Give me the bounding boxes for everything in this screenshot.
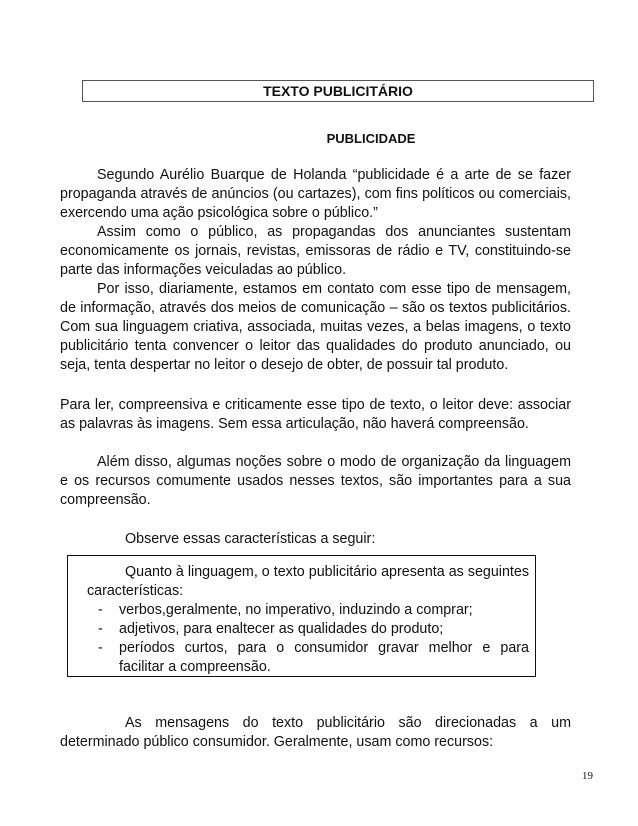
list-item: - verbos,geralmente, no imperativo, induzindo a comprar; bbox=[98, 601, 529, 620]
characteristics-list bbox=[87, 601, 529, 677]
paragraph-definition: Segundo Aurélio Buarque de Holanda “publicidade é a arte de se fazer propaganda através de anúncios (ou cartazes), com fins políticos ou comerciais, exercendo uma ação psicológica sobre o público.” bbox=[60, 167, 571, 221]
characteristics-intro: Quanto à linguagem, o texto publicitário apresenta as seguintes características: bbox=[87, 564, 529, 599]
paragraph-economy: Assim como o público, as propagandas dos anunciantes sustentam economicamente os jornais, revistas, emissoras de rádio e TV, constituindo-se parte das informações veiculadas ao público. bbox=[60, 224, 571, 278]
paragraph-audience: As mensagens do texto publicitário são direcionadas a um determinado público consumidor. Geralmente, usam como recursos: bbox=[60, 715, 571, 750]
paragraph-reading: Para ler, compreensiva e criticamente esse tipo de texto, o leitor deve: associar as palavras às imagens. Sem essa articulação, não haverá compreensão. bbox=[60, 397, 571, 432]
paragraph-advertising-texts: Por isso, diariamente, estamos em contato com esse tipo de mensagem, de informação, através dos meios de comunicação – são os textos publicitários. Com sua linguagem criativa, associada, muitas vezes, a belas imagens, o texto publicitário tenta convencer o leitor das qualidades do produto anunciado, ou seja, tenta despertar no leitor o desejo de obter, de possuir tal produto. bbox=[60, 281, 571, 373]
section-subtitle: PUBLICIDADE bbox=[326, 131, 416, 146]
list-item: - períodos curtos, para o consumidor gravar melhor e para facilitar a compreensão. bbox=[98, 639, 529, 677]
paragraph-observe: Observe essas características a seguir: bbox=[125, 531, 376, 547]
page-number: 19 bbox=[582, 770, 593, 782]
list-item: - adjetivos, para enaltecer as qualidades do produto; bbox=[98, 620, 529, 639]
document-title: TEXTO PUBLICITÁRIO bbox=[82, 80, 594, 102]
characteristics-box bbox=[67, 555, 536, 677]
paragraph-organization: Além disso, algumas noções sobre o modo de organização da linguagem e os recursos comumente usados nesses textos, são importantes para a sua compreensão. bbox=[60, 454, 571, 508]
